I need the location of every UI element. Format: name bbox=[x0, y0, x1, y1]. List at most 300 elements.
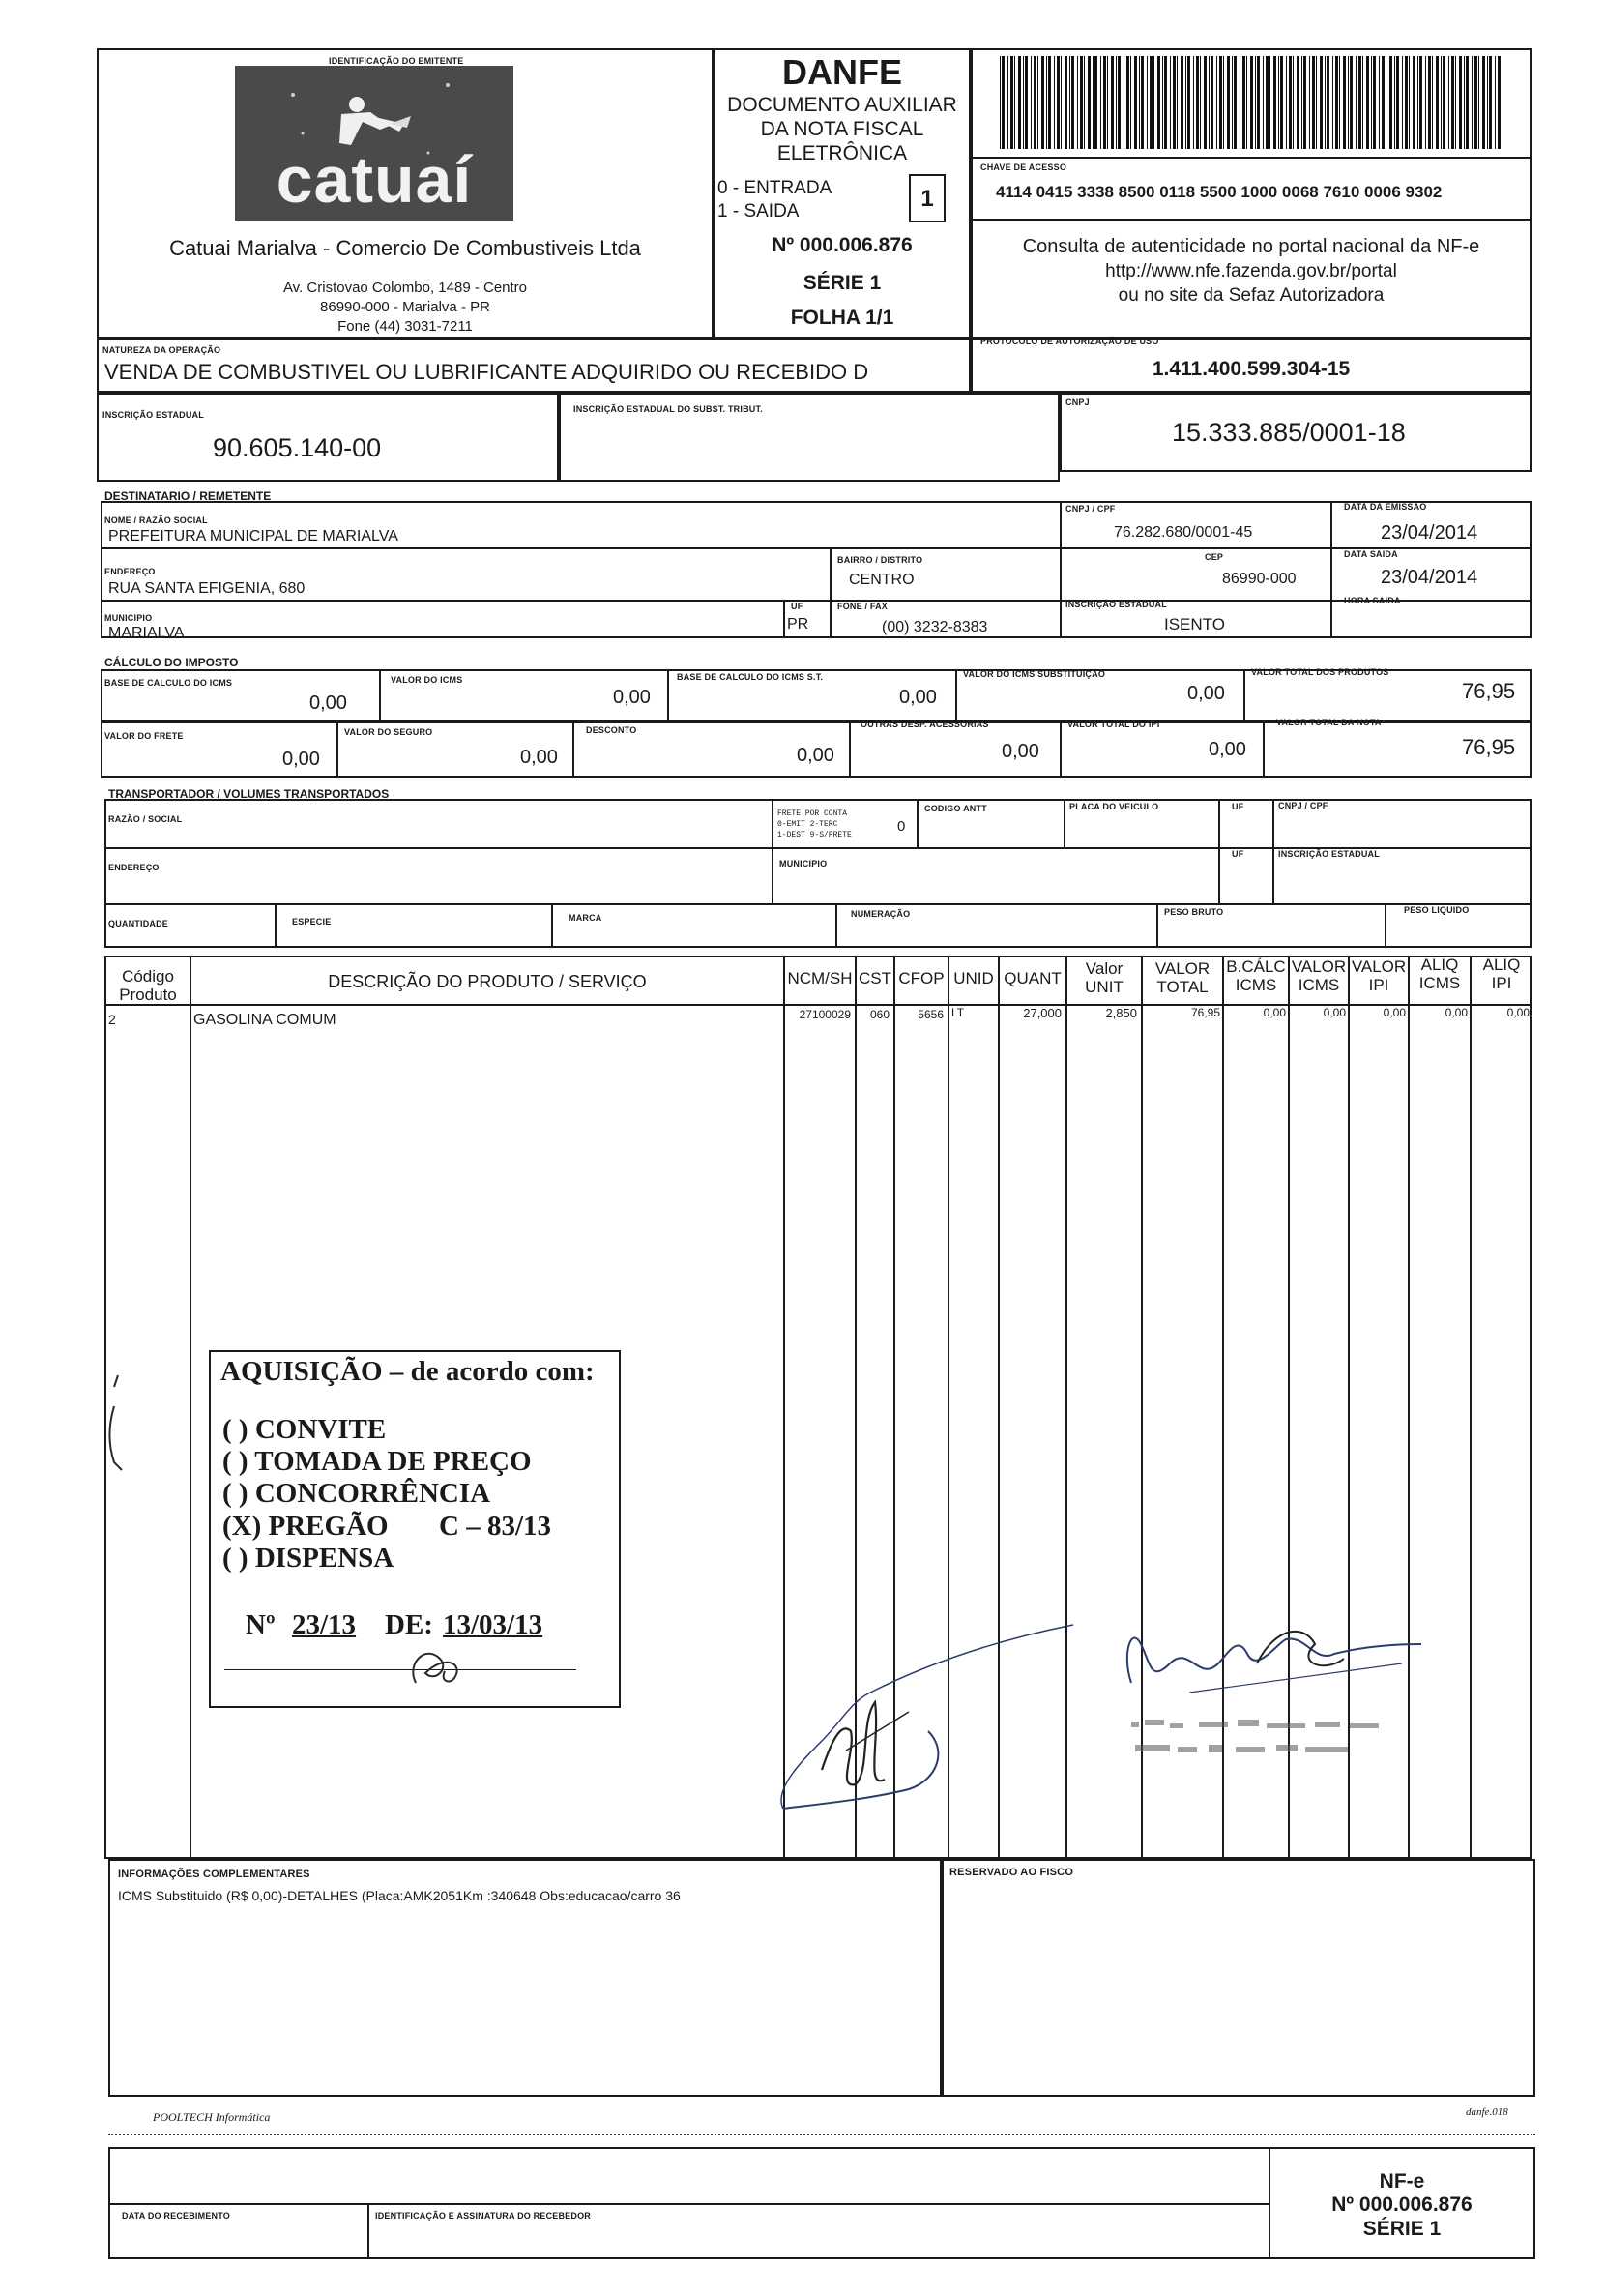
dest-bairro-label: BAIRRO / DISTRITO bbox=[837, 555, 923, 565]
canhoto-serie: SÉRIE 1 bbox=[1362, 2218, 1442, 2240]
imp-line-i bbox=[1263, 721, 1265, 778]
td-ncm: 27100029 bbox=[799, 1008, 851, 1021]
barcode-bar bbox=[1007, 56, 1008, 149]
barcode-bar bbox=[1289, 56, 1292, 149]
transp-col-peso-bruto bbox=[1156, 903, 1158, 948]
barcode-bar bbox=[1103, 56, 1106, 149]
emitente-phone: Fone (44) 3031-7211 bbox=[337, 318, 473, 335]
th-v-ipi: VALOR IPI bbox=[1351, 957, 1407, 994]
th-v-total: VALOR TOTAL bbox=[1154, 959, 1211, 996]
barcode-bar bbox=[1211, 56, 1213, 149]
desconto-label: DESCONTO bbox=[586, 725, 637, 735]
barcode-bar bbox=[1002, 56, 1005, 149]
barcode-bar bbox=[1389, 56, 1392, 149]
v-st-label: VALOR DO ICMS SUBSTITUIÇÃO bbox=[963, 669, 1106, 679]
barcode-bar bbox=[1204, 56, 1207, 149]
barcode-bar bbox=[1150, 56, 1153, 149]
barcode-bar bbox=[1173, 56, 1176, 149]
barcode-bar bbox=[1487, 56, 1488, 149]
barcode-bar bbox=[1417, 56, 1418, 149]
barcode-bar bbox=[1031, 56, 1032, 149]
stamp-dispensa: ( ) DISPENSA bbox=[222, 1543, 394, 1574]
natureza-value: VENDA DE COMBUSTIVEL OU LUBRIFICANTE ADQUIRIDO OU RECEBIDO D bbox=[104, 360, 869, 384]
bc-icms: 0,00 bbox=[309, 692, 347, 714]
destinatario-box bbox=[101, 501, 1532, 638]
barcode-bar bbox=[1162, 56, 1163, 149]
barcode-bar bbox=[1339, 56, 1340, 149]
barcode-bar bbox=[1448, 56, 1449, 149]
barcode-bar bbox=[1327, 56, 1329, 149]
dest-col-line-cnpj bbox=[1060, 501, 1062, 638]
danfe-title: DANFE bbox=[782, 52, 902, 92]
th-v-unit: Valor UNIT bbox=[1085, 959, 1124, 996]
barcode-bar bbox=[1396, 56, 1399, 149]
v-nota: 76,95 bbox=[1462, 735, 1516, 759]
barcode-bar bbox=[1332, 56, 1333, 149]
barcode-bar bbox=[1413, 56, 1415, 149]
barcode-bar bbox=[1366, 56, 1369, 149]
chave-value: 4114 0415 3338 8500 0118 5500 1000 0068 7610 0006 9302 bbox=[996, 183, 1443, 201]
th-descricao: DESCRIÇÃO DO PRODUTO / SERVIÇO bbox=[328, 972, 647, 991]
barcode-bar bbox=[1474, 56, 1477, 149]
td-quant: 27,000 bbox=[1023, 1006, 1062, 1020]
canhoto-numero: Nº 000.006.876 bbox=[1331, 2193, 1473, 2216]
transp-antt-label: CODIGO ANTT bbox=[924, 804, 987, 813]
cnpj-emitente-label: CNPJ bbox=[1065, 397, 1090, 407]
v-prod-label: VALOR TOTAL DOS PRODUTOS bbox=[1251, 667, 1389, 677]
company-logo bbox=[235, 66, 513, 221]
td-aliq-ipi: 0,00 bbox=[1506, 1006, 1530, 1019]
transp-frete-value: 0 bbox=[897, 818, 906, 835]
barcode-icon bbox=[1000, 56, 1503, 149]
barcode-bar bbox=[1255, 56, 1256, 149]
barcode-bar bbox=[1018, 56, 1021, 149]
dest-cnpj: 76.282.680/0001-45 bbox=[1114, 524, 1253, 541]
barcode-bar bbox=[1350, 56, 1353, 149]
barcode-bar bbox=[1482, 56, 1485, 149]
dest-data-saida-label: DATA SAIDA bbox=[1344, 549, 1398, 559]
software-credit: POOLTECH Informática bbox=[153, 2110, 271, 2124]
barcode-bar bbox=[1141, 56, 1144, 149]
barcode-bar bbox=[1316, 56, 1317, 149]
barcode-bar bbox=[1325, 56, 1326, 149]
barcode-bar bbox=[1164, 56, 1167, 149]
stamp-concorrencia: ( ) CONCORRÊNCIA bbox=[222, 1478, 491, 1509]
transp-col-frete bbox=[772, 799, 773, 903]
v-icms-label: VALOR DO ICMS bbox=[391, 675, 463, 685]
barcode-bar bbox=[1037, 56, 1038, 149]
barcode-bar bbox=[1216, 56, 1217, 149]
transp-municipio-label: MUNICIPIO bbox=[779, 859, 828, 868]
dest-row-line-1 bbox=[101, 547, 1532, 549]
th-bc-icms: B.CÁLC ICMS bbox=[1226, 957, 1286, 994]
td-descricao: GASOLINA COMUM bbox=[193, 1012, 336, 1028]
dest-endereco: RUA SANTA EFIGENIA, 680 bbox=[108, 580, 306, 597]
barcode-bar bbox=[1223, 56, 1224, 149]
destinatario-section-label: DESTINATARIO / REMETENTE bbox=[104, 489, 272, 503]
barcode-bar bbox=[1084, 56, 1085, 149]
barcode-bar bbox=[1080, 56, 1083, 149]
barcode-bar bbox=[1269, 56, 1270, 149]
transp-uf-label: UF bbox=[1232, 802, 1244, 811]
emitente-section-label: IDENTIFICAÇÃO DO EMITENTE bbox=[329, 56, 464, 66]
barcode-bar bbox=[1134, 56, 1137, 149]
barcode-bar bbox=[1312, 56, 1315, 149]
transp-col-cnpj bbox=[1272, 799, 1274, 903]
imp-line-a bbox=[379, 669, 381, 721]
barcode-bar bbox=[1246, 56, 1247, 149]
barcode-bar bbox=[1157, 56, 1160, 149]
barcode-bar bbox=[1107, 56, 1108, 149]
imp-line-f bbox=[572, 721, 574, 778]
barcode-bar bbox=[1402, 56, 1403, 149]
barcode-bar bbox=[1046, 56, 1047, 149]
barcode-bar bbox=[1234, 56, 1237, 149]
dest-row-line-2 bbox=[101, 600, 1532, 602]
imposto-section-label: CÁLCULO DO IMPOSTO bbox=[104, 656, 239, 669]
ie-value: 90.605.140-00 bbox=[213, 433, 382, 462]
th-v-icms: VALOR ICMS bbox=[1291, 957, 1347, 994]
info-complementar-text: ICMS Substituido (R$ 0,00)-DETALHES (Placa:AMK2051Km :340648 Obs:educacao/carro 36 bbox=[118, 1888, 681, 1903]
imp-line-h bbox=[1060, 721, 1062, 778]
ipi-value: 0,00 bbox=[1209, 739, 1246, 760]
ipi-label: VALOR TOTAL DO IPI bbox=[1067, 720, 1160, 729]
cut-line bbox=[108, 2134, 1535, 2135]
dest-municipio: MARIALVA bbox=[108, 625, 185, 641]
barcode-bar bbox=[1343, 56, 1346, 149]
imp-line-b bbox=[667, 669, 669, 721]
desconto-value: 0,00 bbox=[797, 745, 834, 766]
transp-peso-liquido-label: PESO LIQUIDO bbox=[1404, 905, 1470, 915]
transp-col-peso-liquido bbox=[1385, 903, 1386, 948]
barcode-bar bbox=[1118, 56, 1121, 149]
danfe-serie: SÉRIE 1 bbox=[802, 272, 882, 294]
barcode-bar bbox=[1200, 56, 1201, 149]
transp-frete-box bbox=[777, 809, 852, 840]
transp-col-numeracao bbox=[835, 903, 837, 948]
dest-nome-label: NOME / RAZÃO SOCIAL bbox=[104, 515, 208, 525]
stamp-initials-icon bbox=[396, 1625, 483, 1693]
barcode-bar bbox=[1010, 56, 1013, 149]
barcode-bar bbox=[1219, 56, 1222, 149]
barcode-bar bbox=[1425, 56, 1426, 149]
transp-peso-bruto-label: PESO BRUTO bbox=[1164, 907, 1224, 917]
transp-col-uf bbox=[1218, 799, 1220, 903]
v-prod: 76,95 bbox=[1462, 679, 1516, 703]
dest-col-line-date bbox=[1330, 501, 1332, 638]
danfe-subtitle: DOCUMENTO AUXILIAR DA NOTA FISCAL ELETRÔNICA bbox=[727, 94, 957, 164]
barcode-bar bbox=[1362, 56, 1363, 149]
barcode-bar bbox=[1358, 56, 1361, 149]
stamp-pregao: (X) PREGÃO bbox=[222, 1511, 389, 1542]
imp-line-c bbox=[955, 669, 957, 721]
barcode-bar bbox=[1371, 56, 1372, 149]
barcode-bar bbox=[1025, 56, 1028, 149]
barcode-bar bbox=[1177, 56, 1178, 149]
transp-placa-label: PLACA DO VEICULO bbox=[1069, 802, 1159, 811]
barcode-bar bbox=[1069, 56, 1070, 149]
barcode-bar bbox=[1209, 56, 1210, 149]
td-cfop: 5656 bbox=[918, 1008, 944, 1021]
td-aliq-icms: 0,00 bbox=[1444, 1006, 1468, 1019]
consulta-line-3: ou no site da Sefaz Autorizadora bbox=[1118, 285, 1385, 306]
barcode-bar bbox=[1335, 56, 1338, 149]
imp-line-e bbox=[336, 721, 338, 778]
td-codigo: 2 bbox=[108, 1012, 116, 1027]
barcode-bar bbox=[1489, 56, 1492, 149]
v-nota-label: VALOR TOTAL DA NOTA bbox=[1276, 718, 1382, 727]
barcode-bar bbox=[1041, 56, 1044, 149]
frete-value: 0,00 bbox=[282, 749, 320, 770]
dest-fone-label: FONE / FAX bbox=[837, 602, 889, 611]
barcode-bar bbox=[1455, 56, 1456, 149]
transp-col-especie bbox=[275, 903, 277, 948]
dest-uf-label: UF bbox=[791, 602, 803, 611]
th-codigo: Código Produto bbox=[119, 967, 177, 1004]
barcode-bar bbox=[1273, 56, 1276, 149]
chave-label: CHAVE DE ACESSO bbox=[980, 162, 1067, 172]
reservado-fisco-box bbox=[942, 1859, 1535, 2097]
barcode-bar bbox=[1057, 56, 1060, 149]
bc-st-label: BASE DE CALCULO DO ICMS S.T. bbox=[677, 672, 824, 682]
barcode-bar bbox=[1116, 56, 1117, 149]
transp-cnpj-label: CNPJ / CPF bbox=[1278, 801, 1328, 810]
stamp-pregao-code: C – 83/13 bbox=[439, 1511, 551, 1542]
transp-especie-label: ESPECIE bbox=[292, 917, 332, 927]
barcode-bar bbox=[1094, 56, 1097, 149]
transp-marca-label: MARCA bbox=[569, 913, 602, 923]
barcode-bar bbox=[1394, 56, 1395, 149]
v-st: 0,00 bbox=[1187, 683, 1225, 704]
barcode-bar bbox=[1466, 56, 1469, 149]
barcode-bar bbox=[1498, 56, 1501, 149]
td-v-unit: 2,850 bbox=[1105, 1006, 1137, 1020]
ie-st-label: INSCRIÇÃO ESTADUAL DO SUBST. TRIBUT. bbox=[573, 404, 763, 414]
danfe-entrada: 0 - ENTRADA bbox=[717, 178, 832, 198]
barcode-bar bbox=[1077, 56, 1078, 149]
seguro-value: 0,00 bbox=[520, 747, 558, 768]
transp-uf2-label: UF bbox=[1232, 849, 1244, 859]
barcode-bar bbox=[1170, 56, 1171, 149]
transportador-section-label: TRANSPORTADOR / VOLUMES TRANSPORTADOS bbox=[108, 787, 390, 801]
barcode-bar bbox=[1419, 56, 1422, 149]
barcode-bar bbox=[1014, 56, 1015, 149]
barcode-bar bbox=[1266, 56, 1269, 149]
barcode-bar bbox=[1464, 56, 1465, 149]
barcode-bar bbox=[1193, 56, 1194, 149]
barcode-bar bbox=[1187, 56, 1190, 149]
canhoto-line bbox=[108, 2203, 1269, 2205]
ie-label: INSCRIÇÃO ESTADUAL bbox=[102, 410, 204, 420]
barcode-bar bbox=[1286, 56, 1287, 149]
chave-divider-2 bbox=[971, 219, 1532, 221]
transp-frete-line-2: 0-EMIT 2-TERC bbox=[777, 820, 838, 829]
chave-divider bbox=[971, 157, 1532, 159]
col-line-13 bbox=[1470, 956, 1472, 1859]
barcode-bar bbox=[1257, 56, 1260, 149]
barcode-bar bbox=[1061, 56, 1062, 149]
consulta-line-1: Consulta de autenticidade no portal nacional da NF-e bbox=[1022, 236, 1480, 257]
barcode-bar bbox=[1130, 56, 1131, 149]
barcode-bar bbox=[1196, 56, 1199, 149]
transp-frete-line-1: FRETE POR CONTA bbox=[777, 809, 848, 818]
dest-endereco-label: ENDEREÇO bbox=[104, 567, 156, 576]
stamp-title: AQUISIÇÃO – de acordo com: bbox=[220, 1356, 595, 1387]
stamp-convite: ( ) CONVITE bbox=[222, 1414, 387, 1445]
td-bc-icms: 0,00 bbox=[1263, 1006, 1286, 1019]
barcode-bar bbox=[1000, 56, 1001, 149]
barcode-bar bbox=[1459, 56, 1462, 149]
dest-ie-label: INSCRIÇÃO ESTADUAL bbox=[1065, 600, 1167, 609]
consulta-line-2: http://www.nfe.fazenda.gov.br/portal bbox=[1105, 261, 1397, 281]
canhoto-assinatura-label: IDENTIFICAÇÃO E ASSINATURA DO RECEBEDOR bbox=[375, 2211, 591, 2221]
emitente-name: Catuai Marialva - Comercio De Combustiveis Ltda bbox=[169, 236, 641, 260]
barcode-bar bbox=[1297, 56, 1299, 149]
dest-fone: (00) 3232-8383 bbox=[882, 619, 988, 635]
barcode-bar bbox=[1428, 56, 1431, 149]
transp-frete-line-3: 1-DEST 9-S/FRETE bbox=[777, 831, 852, 839]
td-unid: LT bbox=[951, 1006, 965, 1019]
protocolo-label: PROTOCOLO DE AUTORIZAÇÃO DE USO bbox=[980, 337, 1159, 346]
barcode-bar bbox=[1147, 56, 1148, 149]
barcode-bar bbox=[1048, 56, 1051, 149]
barcode-bar bbox=[1278, 56, 1279, 149]
natureza-label: NATUREZA DA OPERAÇÃO bbox=[102, 345, 221, 355]
bc-st: 0,00 bbox=[899, 687, 937, 708]
barcode-bar bbox=[1293, 56, 1294, 149]
barcode-bar bbox=[1451, 56, 1454, 149]
outras-value: 0,00 bbox=[1002, 741, 1039, 762]
signature-scribble-icon bbox=[764, 1605, 1093, 1828]
barcode-bar bbox=[1139, 56, 1140, 149]
reservado-fisco-label: RESERVADO AO FISCO bbox=[949, 1867, 1074, 1878]
frete-label: VALOR DO FRETE bbox=[104, 731, 184, 741]
th-cst: CST bbox=[859, 969, 891, 987]
stamp-data: 13/03/13 bbox=[443, 1609, 543, 1640]
td-cst: 060 bbox=[869, 1008, 890, 1021]
barcode-bar bbox=[1111, 56, 1114, 149]
th-unid: UNID bbox=[953, 969, 994, 987]
barcode-bar bbox=[1227, 56, 1230, 149]
canhoto-col-1 bbox=[367, 2203, 369, 2259]
barcode-bar bbox=[1034, 56, 1036, 149]
transp-col-placa bbox=[1064, 799, 1065, 847]
stamp-numero-label: Nº bbox=[246, 1609, 276, 1640]
danfe-saida: 1 - SAIDA bbox=[717, 201, 800, 221]
dest-cep: 86990-000 bbox=[1222, 571, 1297, 587]
outras-label: OUTRAS DESP. ACESSORIAS bbox=[861, 720, 989, 729]
barcode-bar bbox=[1432, 56, 1433, 149]
barcode-bar bbox=[1320, 56, 1323, 149]
td-v-total: 76,95 bbox=[1190, 1006, 1220, 1019]
dest-data-emissao: 23/04/2014 bbox=[1381, 522, 1478, 544]
official-stamp-icon bbox=[1122, 1702, 1412, 1789]
barcode-bar bbox=[1303, 56, 1306, 149]
emitente-address: Av. Cristovao Colombo, 1489 - Centro bbox=[282, 280, 528, 296]
transp-razao-label: RAZÃO / SOCIAL bbox=[108, 814, 183, 824]
danfe-tipo: 1 bbox=[909, 174, 946, 222]
barcode-bar bbox=[1443, 56, 1445, 149]
td-v-ipi: 0,00 bbox=[1383, 1006, 1406, 1019]
barcode-bar bbox=[1309, 56, 1310, 149]
th-cfop: CFOP bbox=[898, 969, 945, 987]
barcode-bar bbox=[1436, 56, 1439, 149]
protocolo-value: 1.411.400.599.304-15 bbox=[1152, 358, 1351, 380]
barcode-bar bbox=[1348, 56, 1349, 149]
margin-mark-icon bbox=[104, 1368, 133, 1484]
barcode-bar bbox=[1356, 56, 1357, 149]
stamp-data-label: DE: bbox=[385, 1609, 433, 1640]
barcode-bar bbox=[1185, 56, 1186, 149]
barcode-bar bbox=[1054, 56, 1055, 149]
barcode-bar bbox=[1126, 56, 1129, 149]
barcode-bar bbox=[1100, 56, 1101, 149]
canhoto-data-label: DATA DO RECEBIMENTO bbox=[122, 2211, 230, 2221]
barcode-bar bbox=[1472, 56, 1473, 149]
barcode-bar bbox=[1441, 56, 1442, 149]
barcode-bar bbox=[1301, 56, 1302, 149]
info-complementar-label: INFORMAÇÕES COMPLEMENTARES bbox=[118, 1869, 310, 1880]
barcode-bar bbox=[1093, 56, 1094, 149]
dest-bairro: CENTRO bbox=[849, 572, 915, 588]
dest-uf: PR bbox=[787, 616, 809, 633]
emitente-city: 86990-000 - Marialva - PR bbox=[320, 299, 490, 315]
th-ncm: NCM/SH bbox=[787, 969, 853, 987]
danfe-numero: Nº 000.006.876 bbox=[772, 234, 913, 256]
transp-ie-label: INSCRIÇÃO ESTADUAL bbox=[1278, 849, 1380, 859]
transp-quantidade-label: QUANTIDADE bbox=[108, 919, 168, 928]
form-code: danfe.018 bbox=[1466, 2106, 1508, 2118]
transp-col-marca bbox=[551, 903, 553, 948]
transp-endereco-label: ENDEREÇO bbox=[108, 863, 160, 872]
barcode-bar bbox=[1379, 56, 1380, 149]
col-line-1 bbox=[190, 956, 191, 1859]
barcode-bar bbox=[1153, 56, 1154, 149]
th-aliq-ipi: ALIQ IPI bbox=[1482, 956, 1521, 992]
dest-data-emissao-label: DATA DA EMISSÃO bbox=[1344, 502, 1427, 512]
seguro-label: VALOR DO SEGURO bbox=[344, 727, 433, 737]
bc-icms-label: BASE DE CALCULO DO ICMS bbox=[104, 678, 233, 688]
barcode-bar bbox=[1065, 56, 1067, 149]
dest-municipio-label: MUNICIPIO bbox=[104, 613, 153, 623]
td-v-icms: 0,00 bbox=[1323, 1006, 1346, 1019]
barcode-bar bbox=[1478, 56, 1479, 149]
transp-numeracao-label: NUMERAÇÃO bbox=[851, 909, 911, 919]
barcode-bar bbox=[1409, 56, 1410, 149]
imp-line-d bbox=[1243, 669, 1245, 721]
barcode-bar bbox=[1088, 56, 1091, 149]
barcode-bar bbox=[1232, 56, 1233, 149]
barcode-bar bbox=[1405, 56, 1408, 149]
barcode-bar bbox=[1495, 56, 1496, 149]
barcode-bar bbox=[1250, 56, 1253, 149]
canhoto-nfe: NF-e bbox=[1379, 2170, 1425, 2193]
dest-cnpj-label: CNPJ / CPF bbox=[1065, 504, 1116, 514]
cnpj-emitente-value: 15.333.885/0001-18 bbox=[1172, 418, 1406, 447]
logo-text: catuaí bbox=[276, 143, 473, 217]
transp-col-antt bbox=[917, 799, 919, 847]
dest-col-line-uf bbox=[783, 600, 785, 638]
dest-hora-label: HORA SAIDA bbox=[1344, 596, 1401, 605]
barcode-bar bbox=[1382, 56, 1385, 149]
barcode-bar bbox=[1242, 56, 1245, 149]
dest-ie: ISENTO bbox=[1164, 615, 1225, 633]
stamp-tomada: ( ) TOMADA DE PREÇO bbox=[222, 1446, 532, 1477]
th-aliq-icms: ALIQ ICMS bbox=[1418, 956, 1461, 992]
stamp-numero: 23/13 bbox=[292, 1609, 357, 1640]
v-icms: 0,00 bbox=[613, 687, 651, 708]
barcode-bar bbox=[1023, 56, 1024, 149]
